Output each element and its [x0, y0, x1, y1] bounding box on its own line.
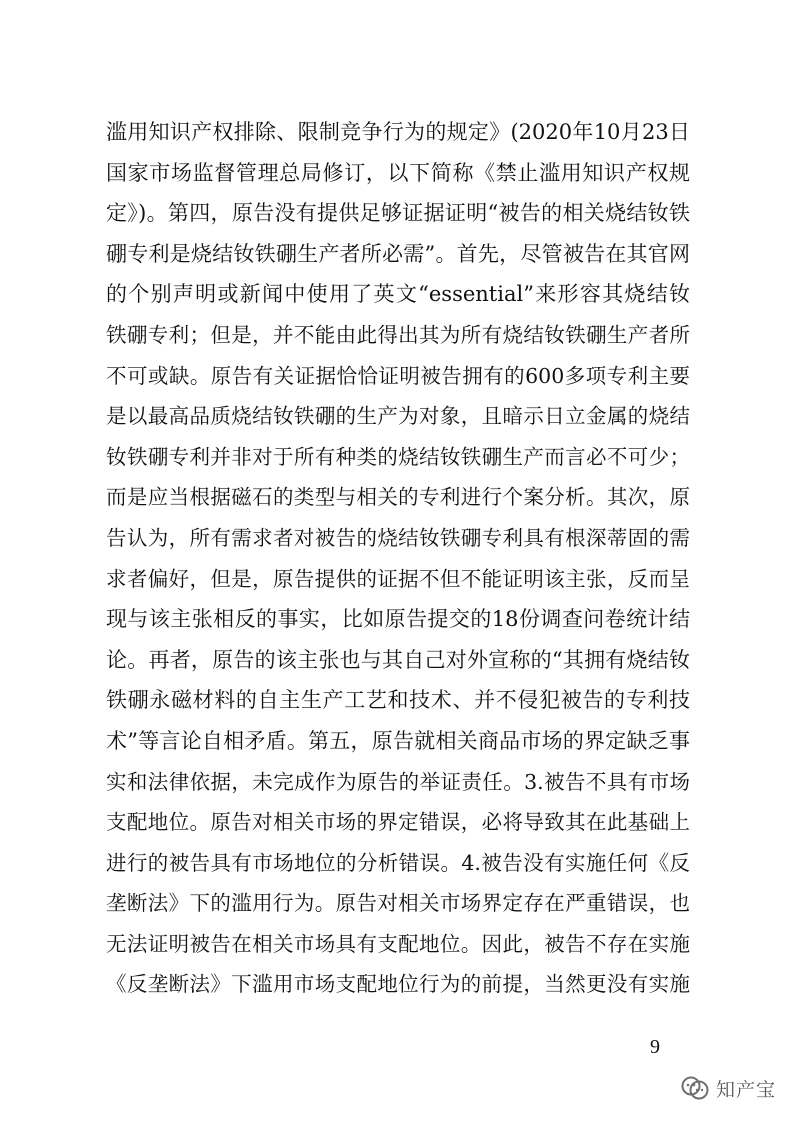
text-line: 《反垄断法》下滥用市场支配地位行为的前提，当然更没有实施 — [106, 972, 690, 997]
text-line: 定》)。第四，原告没有提供足够证据证明“被告的相关烧结钕铁 — [106, 201, 690, 226]
body-text — [106, 112, 690, 1005]
watermark-text: 知产宝 — [716, 1078, 777, 1101]
text-line: 不可或缺。原告有关证据恰恰证明被告拥有的600多项专利主要 — [106, 363, 690, 388]
text-line: 进行的被告具有市场地位的分析错误。4.被告没有实施任何《反 — [106, 850, 690, 875]
text-line: 垄断法》下的滥用行为。原告对相关市场界定存在严重错误，也 — [106, 891, 690, 916]
text-line: 滥用知识产权排除、限制竞争行为的规定》(2020年10月23日 — [106, 120, 690, 144]
text-line: 论。再者，原告的该主张也与其自己对外宣称的“其拥有烧结钕 — [106, 647, 690, 672]
text-line: 铁硼永磁材料的自主生产工艺和技术、并不侵犯被告的专利技 — [106, 688, 690, 713]
text-line: 无法证明被告在相关市场具有支配地位。因此，被告不存在实施 — [106, 931, 690, 956]
text-line: 而是应当根据磁石的类型与相关的专利进行个案分析。其次，原 — [106, 485, 690, 510]
wechat-channel-icon — [680, 1075, 710, 1101]
text-line: 铁硼专利；但是，并不能由此得出其为所有烧结钕铁硼生产者所 — [106, 322, 690, 347]
text-line: 支配地位。原告对相关市场的界定错误，必将导致其在此基础上 — [106, 810, 690, 835]
text-line: 告认为，所有需求者对被告的烧结钕铁硼专利具有根深蒂固的需 — [106, 525, 690, 550]
text-line: 实和法律依据，未完成作为原告的举证责任。3.被告不具有市场 — [106, 769, 690, 794]
text-line: 现与该主张相反的事实，比如原告提交的18份调查问卷统计结 — [106, 607, 690, 632]
page-number: 9 — [650, 1036, 660, 1058]
text-line: 钕铁硼专利并非对于所有种类的烧结钕铁硼生产而言必不可少； — [106, 444, 690, 469]
text-line: 术”等言论自相矛盾。第五，原告就相关商品市场的界定缺乏事 — [106, 728, 690, 753]
watermark — [680, 1072, 776, 1104]
text-line: 硼专利是烧结钕铁硼生产者所必需”。首先，尽管被告在其官网 — [106, 241, 690, 266]
text-line: 的个别声明或新闻中使用了英文“essential”来形容其烧结钕 — [106, 282, 690, 307]
text-line: 国家市场监督管理总局修订，以下简称《禁止滥用知识产权规 — [106, 160, 690, 185]
text-line: 求者偏好，但是，原告提供的证据不但不能证明该主张，反而呈 — [106, 566, 690, 591]
text-line: 是以最高品质烧结钕铁硼的生产为对象，且暗示日立金属的烧结 — [106, 404, 690, 429]
